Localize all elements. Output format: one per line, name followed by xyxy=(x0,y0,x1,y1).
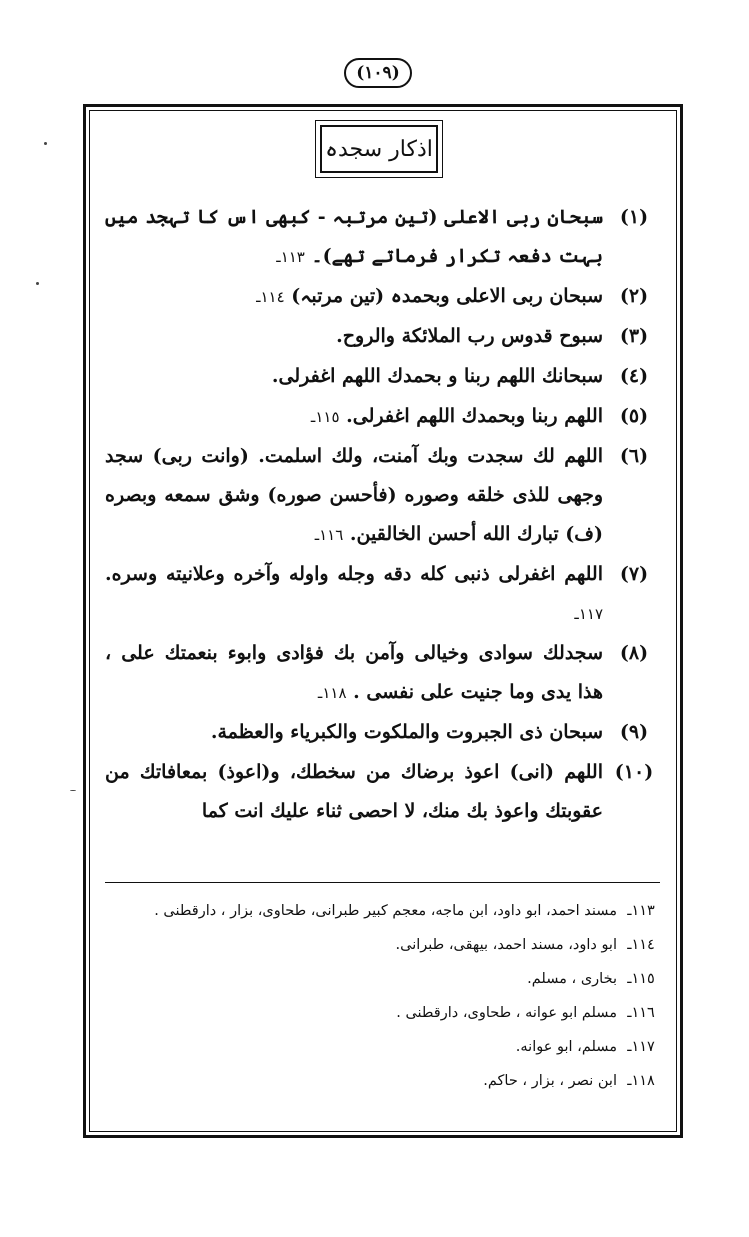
scan-speck xyxy=(44,142,47,145)
list-item xyxy=(105,713,665,753)
list-item xyxy=(105,555,665,634)
list-item xyxy=(105,277,665,317)
item-text: سبحان ربی الاعلی (تین مرتبہ - کبھی اس کا تہجد میں بہت دفعہ تکرار فرماتے تھے)۔ ١١٣ـ xyxy=(105,206,603,267)
item-number: (٦) xyxy=(619,445,649,467)
item-number: (٩) xyxy=(619,721,649,743)
footnote-text: بخاری ، مسلم. xyxy=(527,971,617,987)
list-item xyxy=(105,634,665,713)
footnote xyxy=(105,1064,665,1098)
item-text: سجدلك سوادی وخيالی وآمن بك فؤادی وابوء بنعمتك علی ، هذا يدی وما جنيت علی نفسی . ١١٨ـ xyxy=(105,642,603,703)
dhikr-list xyxy=(105,198,665,832)
item-text: اللهم اغفرلی ذنبی كله دقه وجله واوله وآخره وعلانيته وسره. ١١٧ـ xyxy=(105,563,603,623)
list-item xyxy=(105,437,665,555)
item-number: (٨) xyxy=(619,642,649,664)
item-text: سبحان ذی الجبروت والملكوت والكبرياء والعظمة. xyxy=(210,721,603,743)
footnote-text: مسند احمد، ابو داود، ابن ماجه، معجم كبير طبرانی، طحاوی، بزار ، دارقطنی . xyxy=(154,903,617,919)
reference-marker: ١١٥ـ xyxy=(310,408,340,426)
footnote xyxy=(105,894,665,928)
footnote-number: ١١٦ـ xyxy=(627,1005,655,1021)
item-text: سبحانك اللهم ربنا و بحمدك اللهم اغفرلی. xyxy=(271,365,603,387)
footnotes xyxy=(105,894,665,1098)
page-number: (١٠٩) xyxy=(344,58,412,88)
item-number: (٥) xyxy=(619,405,649,427)
item-text: سبوح قدوس رب الملائكة والروح. xyxy=(336,325,603,347)
scan-speck xyxy=(70,790,76,791)
item-number: (٤) xyxy=(619,365,649,387)
list-item xyxy=(105,317,665,357)
item-number: (٧) xyxy=(619,563,649,585)
list-item xyxy=(105,198,665,277)
item-text: اللهم لك سجدت وبك آمنت، ولك اسلمت. (وانت ربی) سجد وجهی للذی خلقه وصوره (فأحسن صوره) وشق سمعه وبصره (ف) تبارك الله أحسن الخالقين. ١١٦ـ xyxy=(105,445,603,545)
item-text: اللهم ربنا وبحمدك اللهم اغفرلی. ١١٥ـ xyxy=(310,405,603,427)
footnote-text: مسلم، ابو عوانه. xyxy=(515,1039,617,1055)
footnote xyxy=(105,928,665,962)
item-number: (٣) xyxy=(619,325,649,347)
list-item xyxy=(105,753,665,832)
scan-speck xyxy=(36,282,39,285)
footnote xyxy=(105,996,665,1030)
reference-marker: ١١٣ـ xyxy=(276,248,305,266)
reference-marker: ١١٦ـ xyxy=(314,526,344,544)
item-text: سبحان ربی الاعلی وبحمدہ (تین مرتبہ) ١١٤ـ xyxy=(256,285,603,307)
item-text: اللهم (انی) اعوذ برضاك من سخطك، و(اعوذ) بمعافاتك من عقوبتك واعوذ بك منك، لا احصی ثناء عليك انت كما xyxy=(105,761,603,822)
footnote xyxy=(105,962,665,996)
reference-marker: ١١٤ـ xyxy=(256,288,285,306)
footnote-text: ابن نصر ، بزار ، حاكم. xyxy=(483,1073,617,1089)
item-number: (١) xyxy=(619,206,649,228)
item-number: (٢) xyxy=(619,285,649,307)
list-item xyxy=(105,397,665,437)
footnote-divider xyxy=(105,882,660,883)
reference-marker: ١١٨ـ xyxy=(317,684,347,702)
footnote-text: مسلم ابو عوانه ، طحاوی، دارقطنی . xyxy=(396,1005,617,1021)
reference-marker: ١١٧ـ xyxy=(574,605,603,623)
footnote-number: ١١٤ـ xyxy=(627,937,655,953)
footnote-number: ١١٨ـ xyxy=(627,1073,655,1089)
footnote-number: ١١٧ـ xyxy=(627,1039,655,1055)
item-number: (١٠) xyxy=(614,761,654,783)
footnote-number: ١١٥ـ xyxy=(627,971,655,987)
list-item xyxy=(105,357,665,397)
footnote xyxy=(105,1030,665,1064)
footnote-number: ١١٣ـ xyxy=(627,903,655,919)
footnote-text: ابو داود، مسند احمد، بيهقی، طبرانی. xyxy=(395,937,617,953)
page-title: اذکار سجدہ xyxy=(320,125,438,173)
